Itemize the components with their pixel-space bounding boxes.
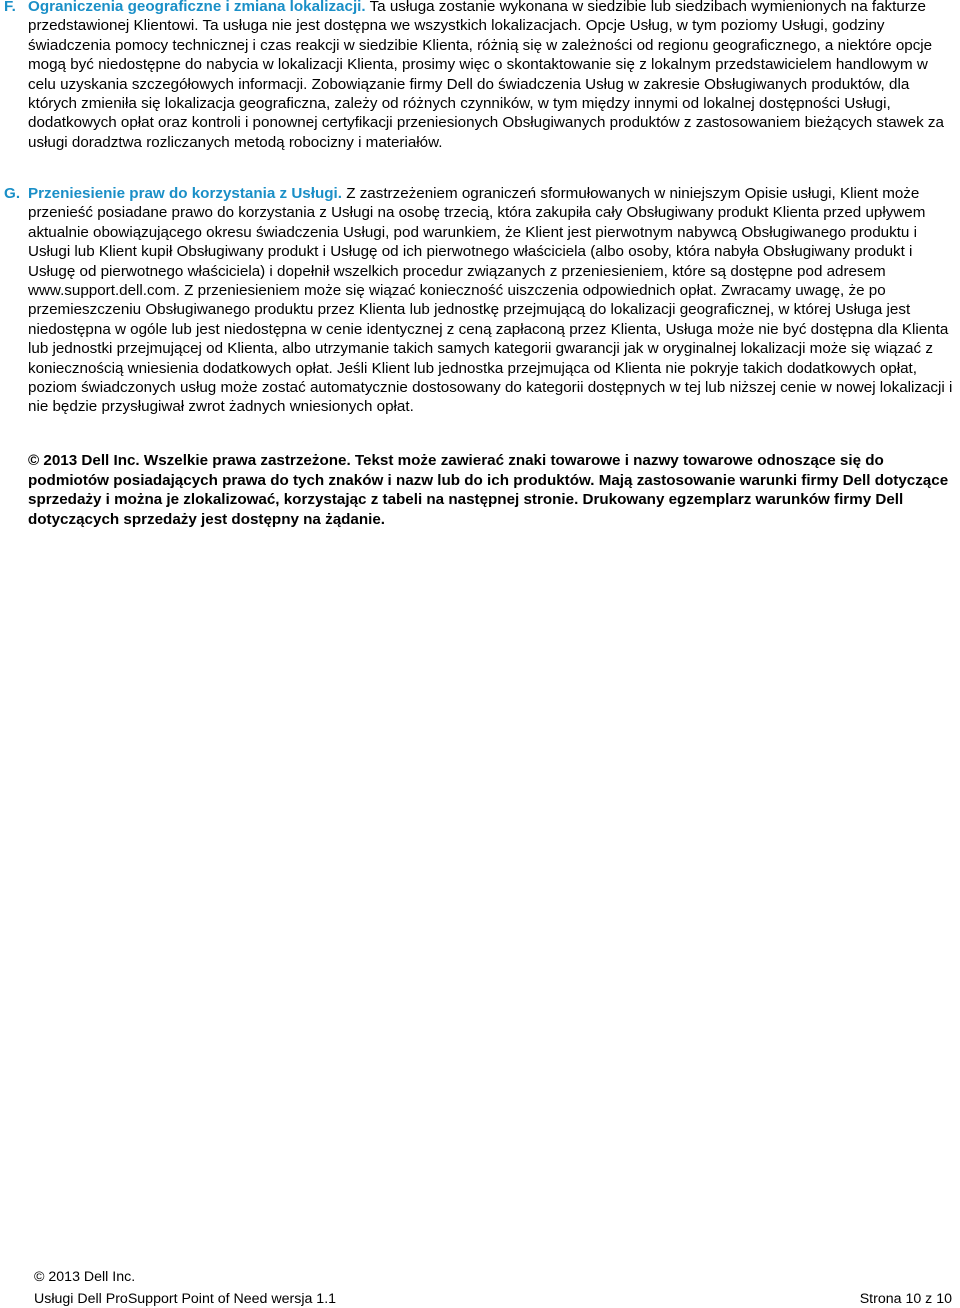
section-g (4, 184, 956, 417)
section-g-text: Z zastrzeżeniem ograniczeń sformułowanych w niniejszym Opisie usługi, Klient może przenieść posiadane prawo do korzystania z Usługi na osobę trzecią, która zakupiła cały Obsługiwany produkt Klienta przed upływem aktualnie obowiązującego okresu świadczenia Usługi, pod warunkiem, że Klient jest pierwotnym nabywcą Obsługiwanego produktu i Usługi lub Klient kupił Obsługiwany produkt i Usługę od ich pierwotnego właściciela (albo osoby, która nabyła Obsługiwany produkt i Usługę od pierwotnego właściciela) i dopełnił wszelkich procedur związanych z przeniesieniem, które są dostępne pod adresem www.support.dell.com. Z przeniesieniem może się wiązać konieczność uiszczenia odpowiednich opłat. Zwracamy uwagę, że po przemieszczeniu Obsługiwanego produktu przez Klienta lub jednostkę przejmującą do lokalizacji geograficznej, w której Usługa jest niedostępna w ogóle lub jest niedostępna w cenie identycznej z ceną zapłaconą przez Klienta, Usługa może nie być dostępna dla Klienta lub jednostki przejmującej od Klienta, albo utrzymanie takich samych kategorii gwarancji jak w oryginalnej lokalizacji może się wiązać z koniecznością wniesienia dodatkowych opłat. Jeśli Klient lub jednostka przejmująca od Klienta nie pokryje takich dodatkowych opłat, poziom świadczonych usług może zostać automatycznie dostosowany do kategorii dostępnych w tej lub niższej cenie w nowej lokalizacji i nie będzie przysługiwał zwrot żadnych wniesionych opłat. (28, 185, 953, 416)
section-f-heading: Ograniczenia geograficzne i zmiana lokalizacji. (28, 0, 366, 15)
section-g-marker: G. (4, 185, 21, 202)
footer-page-number: Strona 10 z 10 (859, 1291, 952, 1307)
section-f-text: Ta usługa zostanie wykonana w siedzibie lub siedzibach wymienionych na fakturze przedstawionej Klientowi. Ta usługa nie jest dostępna we wszystkich lokalizacjach. Opcje Usług, w tym poziomy Usługi, godziny świadczenia pomocy technicznej i czas reakcji w siedzibie Klienta, różnią się w zależności od regionu geograficznego, a niektóre opcje mogą być niedostępne do nabycia w lokalizacji Klienta, prosimy więc o skontaktowanie się z lokalnym przedstawicielem handlowym w celu uzyskania szczegółowych informacji. Zobowiązanie firmy Dell do świadczenia Usług w zakresie Obsługiwanych produktów, dla których zmieniła się lokalizacja geograficzna, zależy od różnych czynników, w tym między innymi od lokalnej dostępności Usługi, dodatkowych opłat oraz kontroli i ponownej certyfikacji przeniesionych Obsługiwanych produktów z zastosowaniem bieżących stawek za usługi doradztwa rozliczanych metodą robocizny i materiałów. (28, 0, 944, 151)
copyright-notice: © 2013 Dell Inc. Wszelkie prawa zastrzeżone. Tekst może zawierać znaki towarowe i nazwy towarowe odnoszące się do podmiotów posiadających prawa do tych znaków i nazw lub do ich produktów. Mają zastosowanie warunki firmy Dell dotyczące sprzedaży i można je zlokalizować, korzystając z tabeli na następnej stronie. Drukowany egzemplarz warunków firmy Dell dotyczących sprzedaży jest dostępny na żądanie. (28, 452, 949, 528)
section-g-heading: Przeniesienie praw do korzystania z Usługi. (28, 185, 342, 202)
section-g-body (28, 184, 956, 417)
section-f (4, 0, 956, 152)
footer-copyright: © 2013 Dell Inc. (34, 1269, 136, 1285)
footer (34, 1290, 952, 1308)
section-f-body (28, 0, 956, 152)
section-f-marker: F. (4, 0, 16, 15)
footer-document-title: Usługi Dell ProSupport Point of Need wersja 1.1 (34, 1291, 337, 1307)
